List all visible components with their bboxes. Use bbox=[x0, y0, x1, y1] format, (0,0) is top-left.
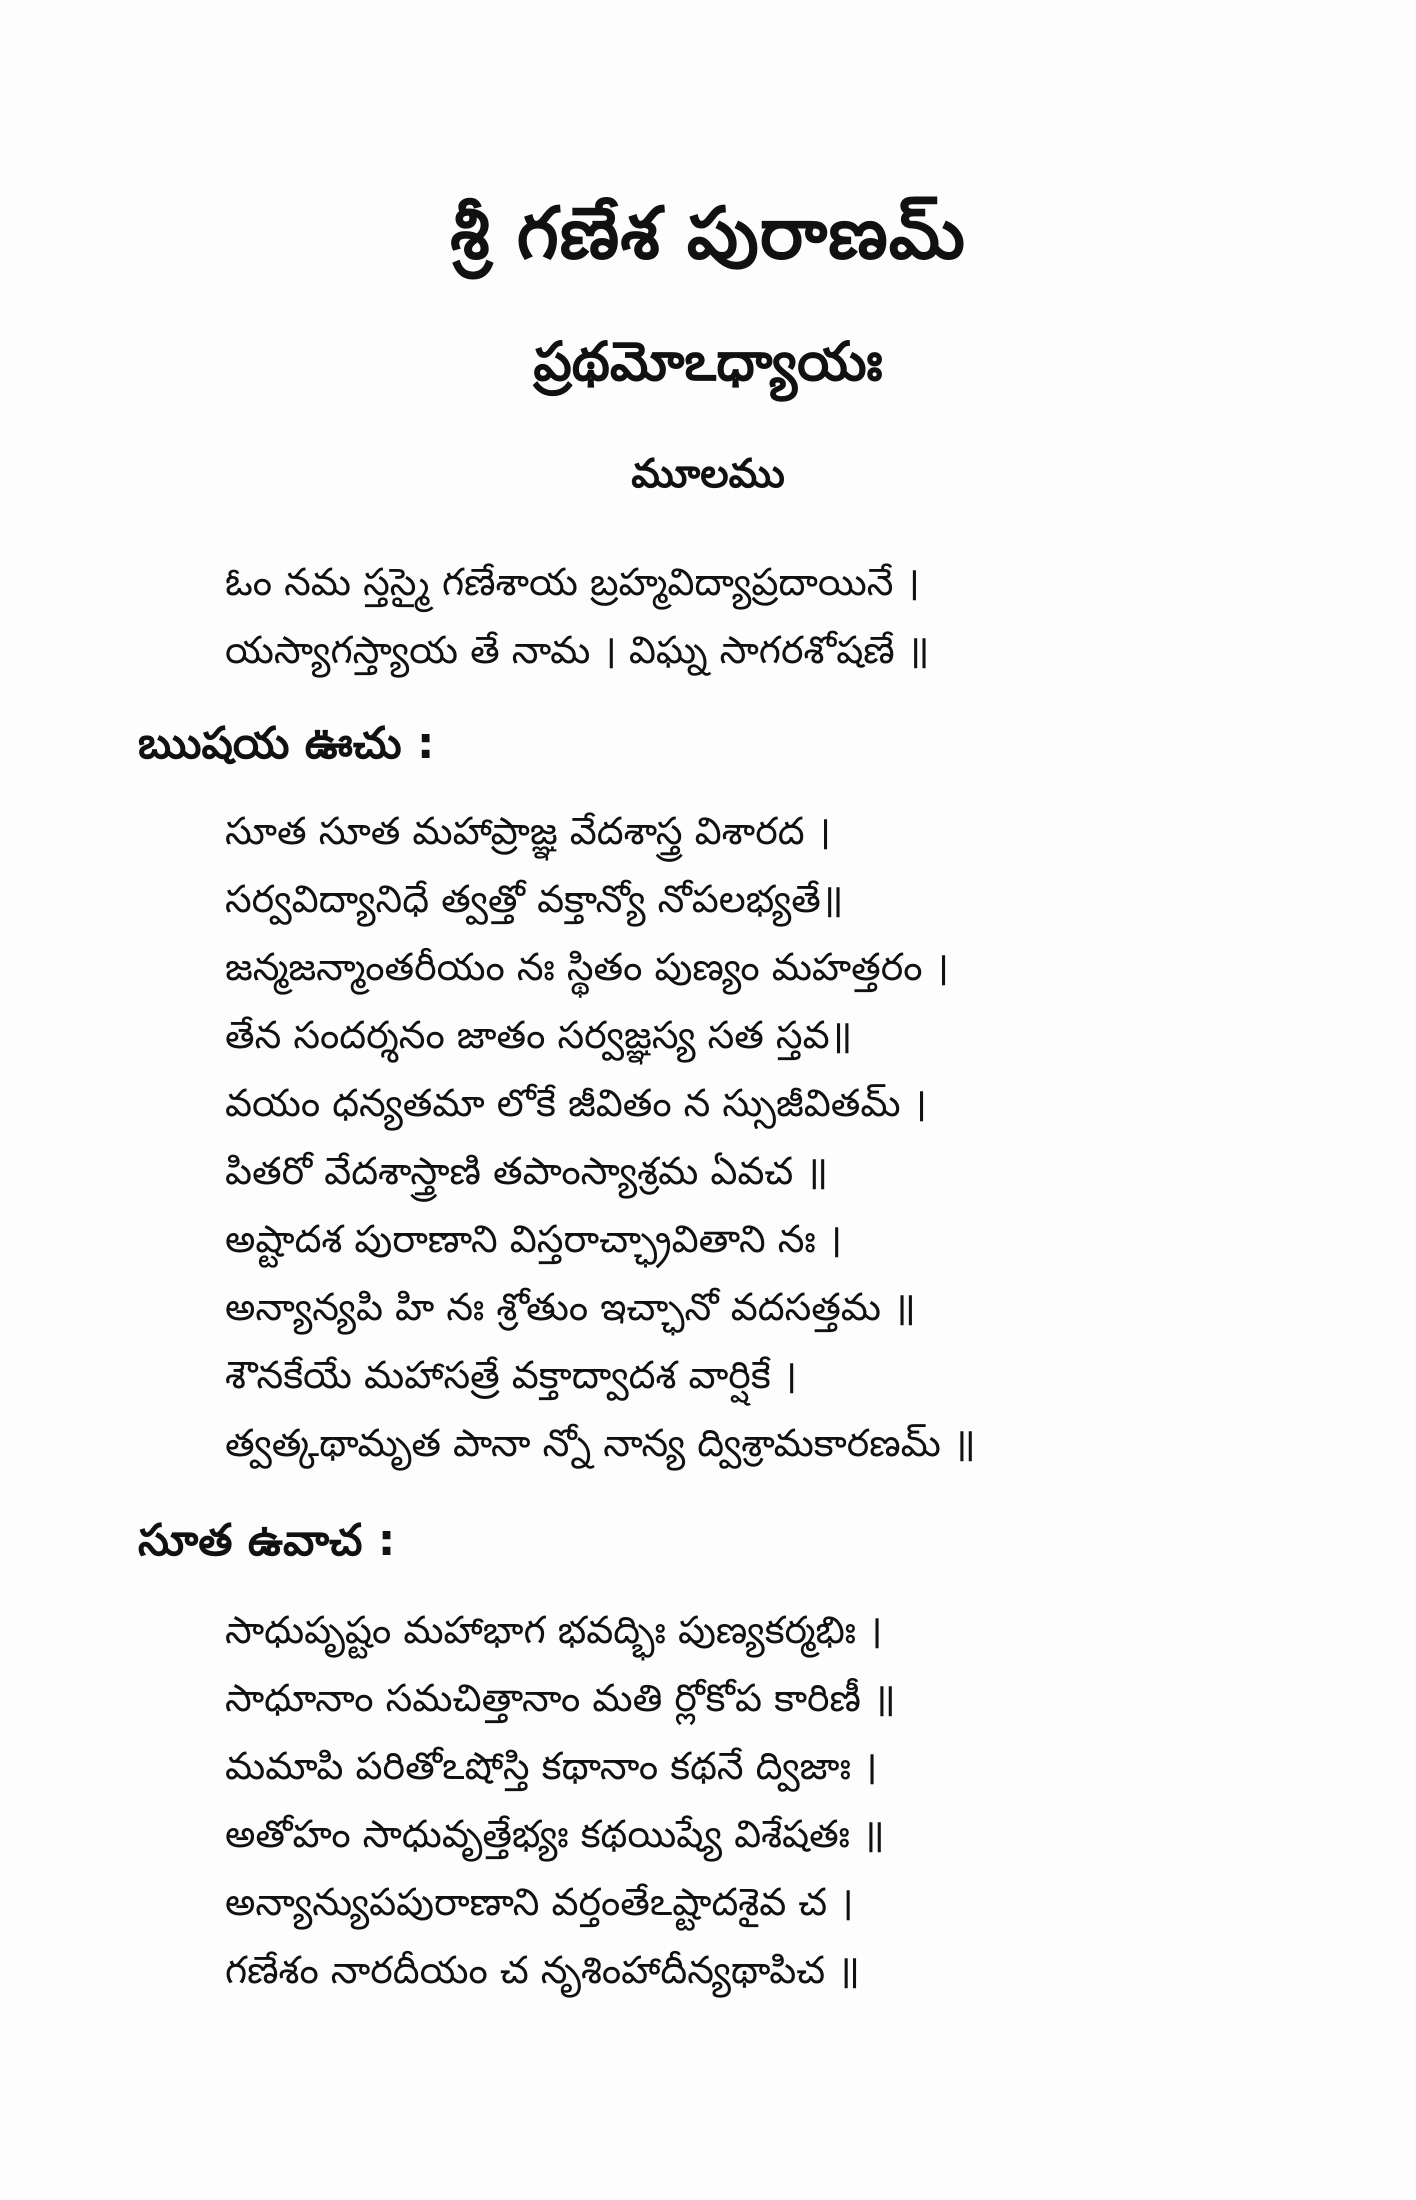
invocation-verse bbox=[225, 548, 1325, 684]
verse-line: గణేశం నారదీయం చ నృశింహాదీన్యథాపిచ ॥ bbox=[225, 1948, 860, 1992]
verse-line: అతోహం సాధువృత్తేభ్యః కథయిష్యే విశేషతః ॥ bbox=[225, 1812, 885, 1856]
verse-line: జన్మజన్మాంతరీయం నః స్థితం పుణ్యం మహత్తరం । bbox=[225, 945, 949, 989]
page-title: శ్రీ గణేశ పురాణమ్ bbox=[450, 191, 966, 275]
suta-verses bbox=[225, 1596, 1325, 2004]
verse-line: అన్యాన్యపి హి నః శ్రోతుం ఇచ్ఛానో వదసత్తమ ॥ bbox=[225, 1285, 916, 1329]
speaker-heading-suta: సూత ఉవాచ : bbox=[138, 1515, 396, 1566]
section-label: మూలము bbox=[631, 451, 785, 497]
verse-line: వయం ధన్యతమా లోకే జీవితం న స్సుజీవితమ్ । bbox=[225, 1081, 928, 1125]
verse-line: మమాపి పరితోఽషోస్తి కథానాం కథనే ద్విజాః । bbox=[225, 1744, 878, 1788]
verse-line: సాధుపృష్టం మహాభాగ భవద్భిః పుణ్యకర్మభిః । bbox=[225, 1608, 883, 1652]
verse-line: శౌనకేయే మహాసత్రే వక్తాద్వాదశ వార్షికే । bbox=[225, 1353, 798, 1397]
verse-line: ఓం నమ స్తస్మై గణేశాయ బ్రహ్మవిద్యాప్రదాయినే । bbox=[225, 560, 920, 604]
rishaya-verses bbox=[225, 797, 1325, 1477]
verse-line: సూత సూత మహాప్రాజ్ఞ వేదశాస్త్ర విశారద । bbox=[225, 809, 832, 853]
verse-line: సాధూనాం సమచిత్తానాం మతి ర్లోకోప కారిణీ ॥ bbox=[225, 1676, 896, 1720]
speaker-heading-rishaya: ఋషయ ఊచు : bbox=[138, 718, 435, 769]
verse-line: పితరో వేదశాస్త్రాణి తపాంస్యాశ్రమ ఏవచ ॥ bbox=[225, 1149, 829, 1193]
verse-line: సర్వవిద్యానిధే త్వత్తో వక్తాన్యో నోపలభ్యతే॥ bbox=[225, 877, 844, 921]
verse-line: త్వత్కథామృత పానా న్నో నాన్య ద్విశ్రామకారణమ్ ॥ bbox=[225, 1421, 976, 1465]
verse-line: అన్యాన్యుపపురాణాని వర్తంతేఽష్టాదశైవ చ । bbox=[225, 1880, 854, 1924]
verse-line: తేన సందర్శనం జాతం సర్వజ్ఞస్య సత స్తవ॥ bbox=[225, 1013, 853, 1057]
verse-line: యస్యాగస్త్యాయ తే నామ । విఘ్న సాగరశోషణే ॥ bbox=[225, 628, 930, 672]
verse-line: అష్టాదశ పురాణాని విస్తరాచ్ఛ్రావితాని నః । bbox=[225, 1217, 843, 1261]
chapter-heading: ప్రథమోఽధ్యాయః bbox=[533, 330, 883, 393]
